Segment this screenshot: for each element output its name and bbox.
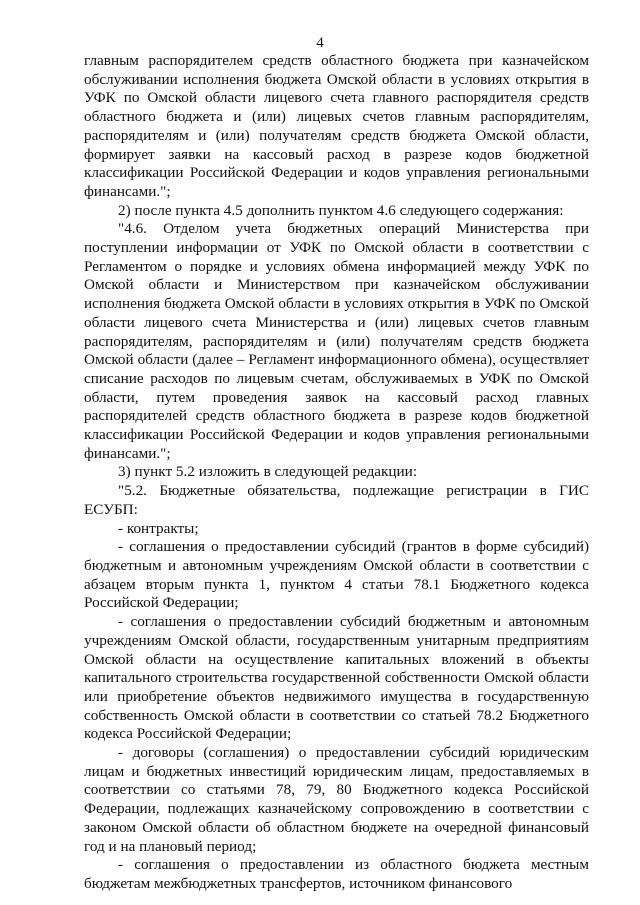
paragraph: 3) пункт 5.2 изложить в следующей редакции: <box>118 463 418 481</box>
list-item: - договоры (соглашения) о предоставлении субсидий юридическим лицам и бюджетных инвестиций юридическим лицам, предоставляемых в соответствии со статьями 78, 79, 80 Бюджетного кодекса Российской Федерации, подлежащих казначейскому сопровождению в соответствии с законом Омской области об областном бюджете на очередной финансовый год и на плановый период; <box>84 744 589 855</box>
list-item: - соглашения о предоставлении из областного бюджета местным бюджетам межбюджетных трансфертов, источником финансового <box>84 856 589 892</box>
paragraph: "4.6. Отделом учета бюджетных операций Министерства при поступлении информации от УФК по Омской области в соответствии с Регламентом о порядке и условиях обмена информацией между УФК по Омской области и Министерством при казначейском обслуживании исполнения бюджета Омской области в условиях открытия в УФК по Омской области лицевого счета Министерства и (или) лицевых счетов главным распорядителям, распорядителям и (или) получателям средств бюджета Омской области (далее – Регламент информационного обмена), осуществляет списание расходов по лицевым счетам, обслуживаемых в УФК по Омской области, путем проведения заявок на кассовый расход главных распорядителей средств областного бюджета в разрезе кодов бюджетной классификации Российской Федерации и кодов управления региональными финансами."; <box>84 220 589 462</box>
paragraph: "5.2. Бюджетные обязательства, подлежащие регистрации в ГИС ЕСУБП: <box>84 482 589 518</box>
paragraph: 2) после пункта 4.5 дополнить пунктом 4.6 следующего содержания: <box>118 201 564 219</box>
paragraph: главным распорядителем средств областного бюджета при казначейском обслуживании исполнения бюджета Омской области в условиях открытия в УФК по Омской области лицевого счета главного распорядителя средств областного бюджета и (или) лицевых счетов главным распорядителям, распорядителям и (или) получателям средств бюджета Омской области, формирует заявки на кассовый расход в разрезе кодов бюджетной классификации Российской Федерации и кодов управления региональными финансами."; <box>84 52 589 200</box>
page-number: 4 <box>316 35 324 51</box>
document-body <box>84 52 589 894</box>
list-item: - соглашения о предоставлении субсидий (грантов в форме субсидий) бюджетным и автономным учреждениям Омской области в соответствии с абзацем вторым пункта 1, пунктом 4 статьи 78.1 Бюджетного кодекса Российской Федерации; <box>84 538 589 612</box>
list-item: - соглашения о предоставлении субсидий бюджетным и автономным учреждениям Омской области, государственным унитарным предприятиям Омской области на осуществление капитальных вложений в объекты капитального строительства государственной собственности Омской области или приобретение объектов недвижимого имущества в государственную собственность Омской области в соответствии со статьей 78.2 Бюджетного кодекса Российской Федерации; <box>84 613 589 743</box>
list-item: - контракты; <box>118 519 199 537</box>
